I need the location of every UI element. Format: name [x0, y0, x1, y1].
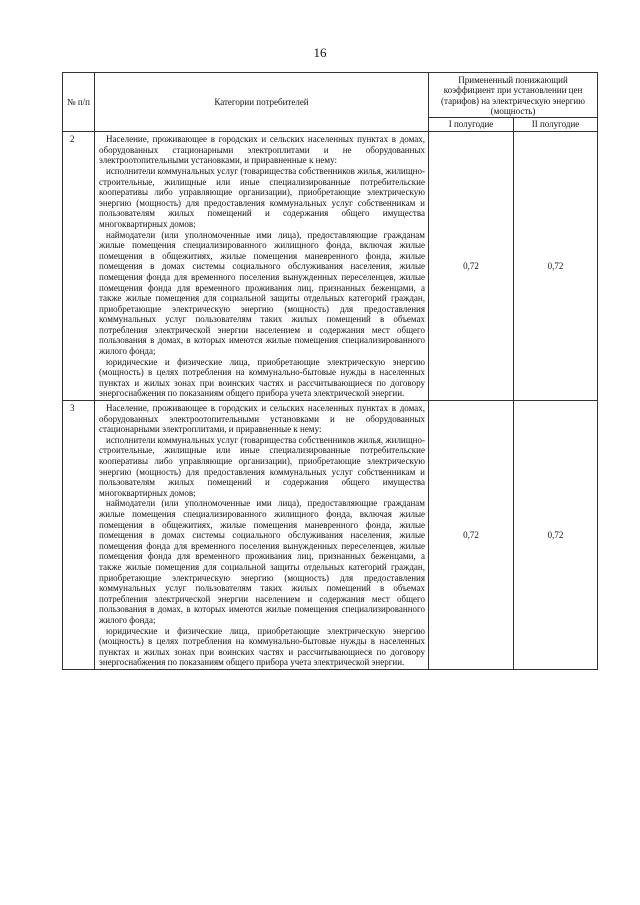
coefficient-half2: 0,72: [514, 132, 598, 401]
category-paragraph: исполнители коммунальных услуг (товарищества собственников жилья, жилищно-строительные, жилищные или иные специализированные потребительские кооперативы либо управляющие организации), приобретающие электрическую энергию (мощность) для предоставления коммунальных услуг собственникам и пользователям жилых помещений и содержания общего имущества многоквартирных домов;: [99, 165, 425, 229]
row-number: 3: [63, 401, 95, 670]
category-paragraph: юридические и физические лица, приобретающие электрическую энергию (мощность) в целях потребления на коммунально-бытовые нужды в населенных пунктах и жилых зонах при воинских частях и рассчитывающиеся по договору энергоснабжения по показаниям общего прибора учета электрической энергии.: [99, 625, 425, 668]
tariff-coefficient-table: [62, 72, 598, 670]
coefficient-half1: 0,72: [429, 132, 514, 401]
category-paragraph: наймодатели (или уполномоченные ими лица), предоставляющие гражданам жилые помещения специализированного жилищного фонда, включая жилые помещения в общежитиях, жилые помещения маневренного фонда, жилые помещения в домах системы социального обслуживания населения, жилые помещения фонда для временного поселения вынужденных переселенцев, жилые помещения фонда для временного проживания лиц, признанных беженцами, а также жилые помещения для социальной защиты отдельных категорий граждан, приобретающие электрическую энергию (мощность) для предоставления коммунальных услуг пользователям таких жилых помещений в объемах потребления электрической энергии населением и содержания мест общего пользования в домах, в которых имеются жилые помещения специализированного жилого фонда;: [99, 498, 425, 625]
page-number: 16: [313, 45, 327, 60]
table-row: [63, 401, 598, 670]
coefficient-half2: 0,72: [514, 401, 598, 670]
category-paragraph: Население, проживающее в городских и сельских населенных пунктах в домах, оборудованных стационарными электроплитами и не оборудованных электроотопительными установками, и приравненные к нему:: [99, 134, 425, 166]
header-half1: I полугодие: [429, 118, 514, 132]
header-category: Категории потребителей: [95, 73, 429, 132]
header-half2: II полугодие: [514, 118, 598, 132]
coefficient-half1: 0,72: [429, 401, 514, 670]
table-row: [63, 132, 598, 401]
category-paragraph: юридические и физические лица, приобретающие электрическую энергию (мощность) в целях потребления на коммунально-бытовые нужды в населенных пунктах и жилых зонах при воинских частях и рассчитывающиеся по договору энергоснабжения по показаниям общего прибора учета электрической энергии.: [99, 356, 425, 399]
row-number: 2: [63, 132, 95, 401]
header-coefficient: Примененный понижающий коэффициент при установлении цен (тарифов) на электрическую энергию (мощность): [429, 73, 598, 118]
category-cell: [95, 132, 429, 401]
header-num: № п/п: [63, 73, 95, 132]
category-paragraph: исполнители коммунальных услуг (товарищества собственников жилья, жилищно-строительные, жилищные или иные специализированные потребительские кооперативы либо управляющие организации), приобретающие электрическую энергию (мощность) для предоставления коммунальных услуг собственникам и пользователям жилых помещений и содержания общего имущества многоквартирных домов;: [99, 434, 425, 498]
category-paragraph: Население, проживающее в городских и сельских населенных пунктах в домах, оборудованных электроотопительными установками и не оборудованных стационарными электроплитами, и приравненные к нему:: [99, 403, 425, 435]
category-paragraph: наймодатели (или уполномоченные ими лица), предоставляющие гражданам жилые помещения специализированного жилищного фонда, включая жилые помещения в общежитиях, жилые помещения маневренного фонда, жилые помещения в домах системы социального обслуживания населения, жилые помещения фонда для временного поселения вынужденных переселенцев, жилые помещения фонда для временного проживания лиц, признанных беженцами, а также жилые помещения для социальной защиты отдельных категорий граждан, приобретающие электрическую энергию (мощность) для предоставления коммунальных услуг пользователям таких жилых помещений в объемах потребления электрической энергии населением и содержания мест общего пользования в домах, в которых имеются жилые помещения специализированного жилого фонда;: [99, 229, 425, 357]
category-cell: [95, 401, 429, 670]
header-row: [63, 73, 598, 118]
